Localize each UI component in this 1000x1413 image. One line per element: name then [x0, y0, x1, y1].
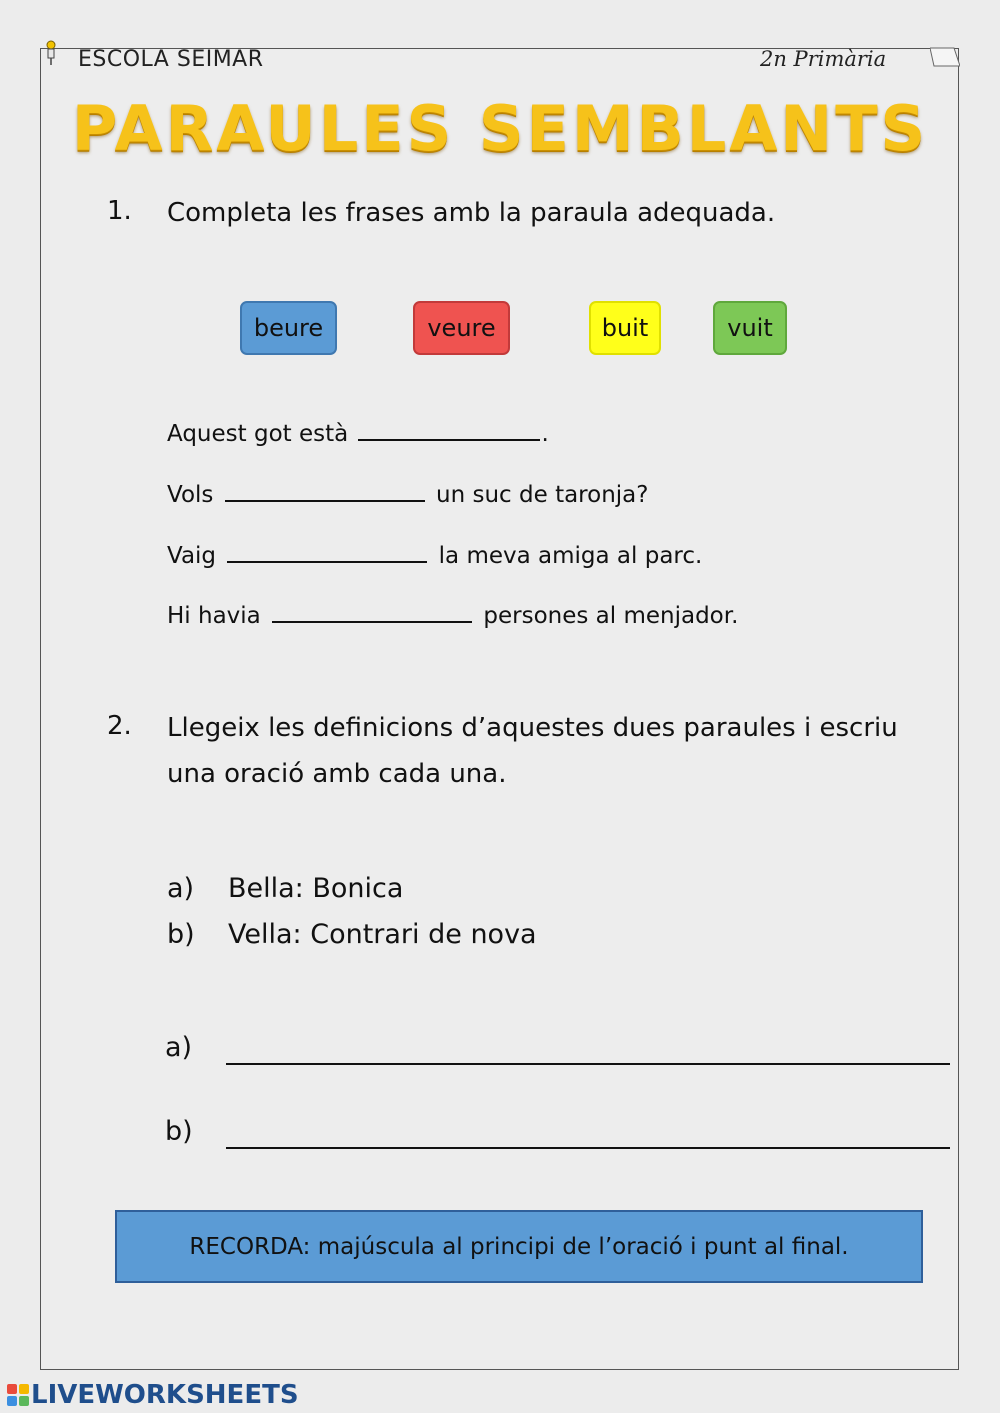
- school-name: ESCOLA SEIMAR: [78, 47, 264, 72]
- brand-name: LIVEWORKSHEETS: [31, 1380, 299, 1410]
- sentence-2-before: Vols: [167, 482, 214, 508]
- reminder-box: [115, 1210, 923, 1283]
- answer-a-input[interactable]: [226, 1063, 950, 1065]
- definition-b-text: Vella: Contrari de nova: [228, 919, 537, 950]
- sentence-2-after: un suc de taronja?: [436, 482, 649, 508]
- sentence-3-before: Vaig: [167, 543, 217, 569]
- answer-a-label: a): [165, 1032, 193, 1063]
- exercise-2-instruction-line-1: Llegeix les definicions d’aquestes dues paraules i escriu: [167, 713, 898, 743]
- sentence-1-after: .: [541, 421, 549, 447]
- pin-icon: [44, 40, 58, 66]
- sentence-3-blank-input[interactable]: [227, 543, 427, 563]
- page-fold-corner: [930, 46, 960, 68]
- word-chip-beure[interactable]: beure: [240, 301, 337, 355]
- sentence-4-after: persones al menjador.: [483, 603, 739, 629]
- sentence-4: [167, 603, 738, 629]
- exercise-2-instruction-line-2: una oració amb cada una.: [167, 759, 507, 789]
- sentence-3: [167, 543, 702, 569]
- logo-grid-icon: [7, 1384, 29, 1406]
- page-title: PARAULES SEMBLANTS: [71, 92, 929, 165]
- answer-b-input[interactable]: [226, 1147, 950, 1149]
- sentence-3-after: la meva amiga al parc.: [438, 543, 703, 569]
- liveworksheets-logo[interactable]: [7, 1380, 299, 1410]
- answer-b-label: b): [165, 1116, 193, 1147]
- sentence-1: [167, 421, 549, 447]
- word-chip-vuit[interactable]: vuit: [713, 301, 787, 355]
- sentence-4-blank-input[interactable]: [272, 603, 472, 623]
- definition-a-label: a): [167, 873, 195, 904]
- sentence-1-before: Aquest got està: [167, 421, 349, 447]
- definition-a: [167, 873, 403, 904]
- sentence-2-blank-input[interactable]: [225, 482, 425, 502]
- exercise-1-number: 1.: [107, 196, 132, 226]
- exercise-1-instruction: Completa les frases amb la paraula adequada.: [167, 198, 776, 228]
- reminder-text: RECORDA: majúscula al principi de l’oració i punt al final.: [189, 1233, 849, 1260]
- word-chip-veure[interactable]: veure: [413, 301, 510, 355]
- definition-a-text: Bella: Bonica: [228, 873, 404, 904]
- sentence-1-blank-input[interactable]: [358, 421, 540, 441]
- sentence-4-before: Hi havia: [167, 603, 261, 629]
- definition-b: [167, 919, 537, 950]
- definition-b-label: b): [167, 919, 195, 950]
- sentence-2: [167, 482, 648, 508]
- word-chip-buit[interactable]: buit: [589, 301, 661, 355]
- exercise-2-number: 2.: [107, 711, 132, 741]
- grade-label: 2n Primària: [760, 47, 887, 71]
